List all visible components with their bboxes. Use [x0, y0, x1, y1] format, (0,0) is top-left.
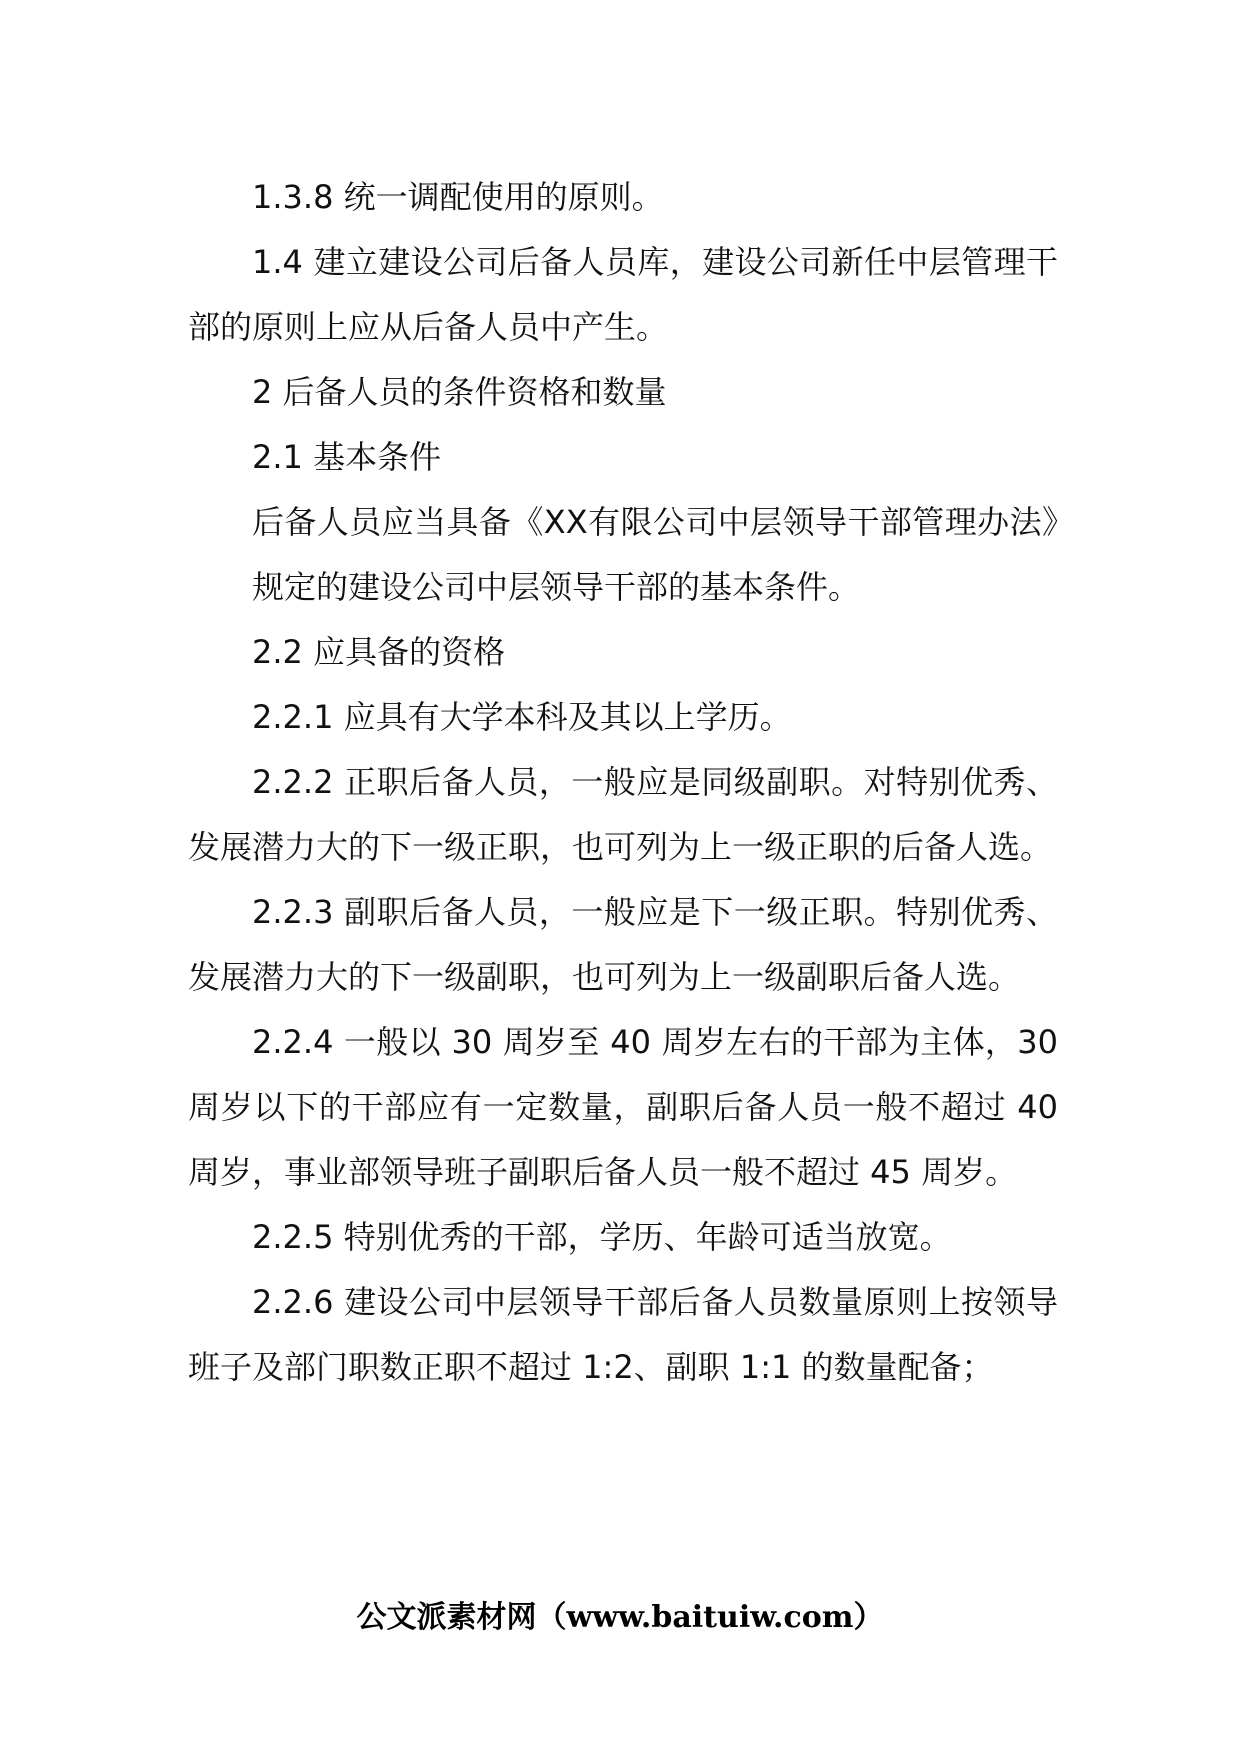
paragraph-1-4: 1.4 建立建设公司后备人员库，建设公司新任中层管理干部的原则上应从后备人员中产生。: [188, 243, 1058, 346]
footer-watermark: 公文派素材网（www.baituiw.com）: [356, 1600, 884, 1635]
section-heading-2: 2 后备人员的条件资格和数量: [252, 373, 667, 411]
subsection-heading-2-1: 2.1 基本条件: [252, 438, 442, 476]
paragraph-2-2-5: 2.2.5 特别优秀的干部，学历、年龄可适当放宽。: [252, 1218, 952, 1256]
document-body: [188, 165, 1058, 1400]
paragraph-2-2-4: 2.2.4 一般以 30 周岁至 40 周岁左右的干部为主体，30 周岁以下的干部应有一定数量，副职后备人员一般不超过 40 周岁，事业部领导班子副职后备人员一般不超过 45 周岁。: [188, 1023, 1058, 1191]
paragraph-1-3-8: 1.3.8 统一调配使用的原则。: [252, 178, 664, 216]
paragraph-2-2-6: 2.2.6 建设公司中层领导干部后备人员数量原则上按领导班子及部门职数正职不超过 1:2、副职 1:1 的数量配备；: [188, 1283, 1058, 1386]
paragraph-basic-conditions: 后备人员应当具备《XX有限公司中层领导干部管理办法》规定的建设公司中层领导干部的基本条件。: [252, 503, 1058, 606]
paragraph-2-2-2: 2.2.2 正职后备人员，一般应是同级副职。对特别优秀、发展潜力大的下一级正职，也可列为上一级正职的后备人选。: [188, 763, 1058, 866]
subsection-heading-2-2: 2.2 应具备的资格: [252, 633, 506, 671]
paragraph-2-2-1: 2.2.1 应具有大学本科及其以上学历。: [252, 698, 792, 736]
paragraph-2-2-3: 2.2.3 副职后备人员，一般应是下一级正职。特别优秀、发展潜力大的下一级副职，也可列为上一级副职后备人选。: [188, 893, 1058, 996]
